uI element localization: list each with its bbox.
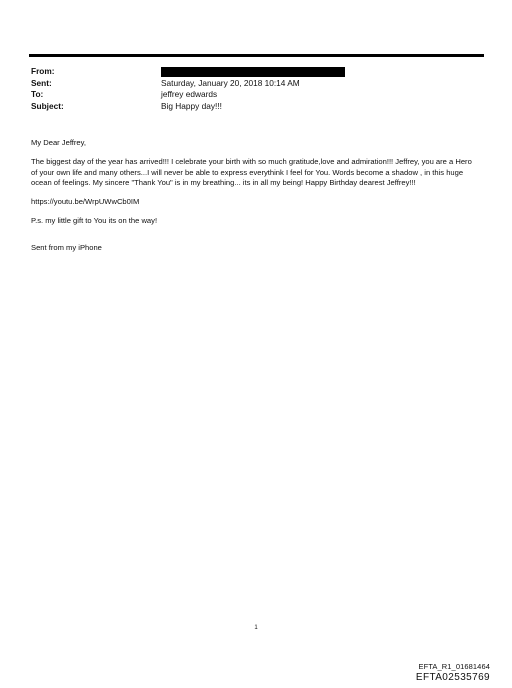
- from-row: [31, 66, 471, 78]
- redaction-bar: [161, 67, 345, 77]
- to-row: [31, 89, 471, 101]
- subject-value: Big Happy day!!!: [161, 100, 222, 111]
- page-number: 1: [254, 625, 258, 631]
- sent-label: Sent:: [31, 77, 52, 88]
- youtube-link[interactable]: https://youtu.be/WrpUWwCb0IM: [31, 197, 140, 207]
- bates-stamp-primary: EFTA_R1_01681464: [418, 662, 490, 671]
- to-value: jeffrey edwards: [161, 89, 218, 99]
- sent-row: [31, 78, 471, 90]
- email-header: [31, 66, 471, 112]
- email-body: [31, 138, 479, 262]
- subject-label: Subject:: [31, 100, 64, 111]
- header-divider: [29, 54, 484, 57]
- sent-value: Saturday, January 20, 2018 10:14 AM: [161, 77, 300, 88]
- to-label: To:: [31, 89, 44, 99]
- bates-stamp-secondary: EFTA02535769: [415, 672, 490, 683]
- message-paragraph: The biggest day of the year has arrived!!! I celebrate your birth with so much gratitude,love and admiration!!! Jeffrey, you are a Hero of your own life and many others...I will never be able to express everythink I feel for You. Words become a shadow , in this huge ocean of feelings. My sincere "Thank You" is in my breathing... its in all my being! Happy Birthday dearest Jeffrey!!!: [31, 156, 472, 188]
- postscript: P.s. my little gift to You its on the way!: [31, 216, 158, 226]
- subject-row: [31, 101, 471, 113]
- from-label: From:: [31, 66, 55, 76]
- greeting: My Dear Jeffrey,: [31, 138, 86, 147]
- signature: Sent from my iPhone: [31, 242, 102, 252]
